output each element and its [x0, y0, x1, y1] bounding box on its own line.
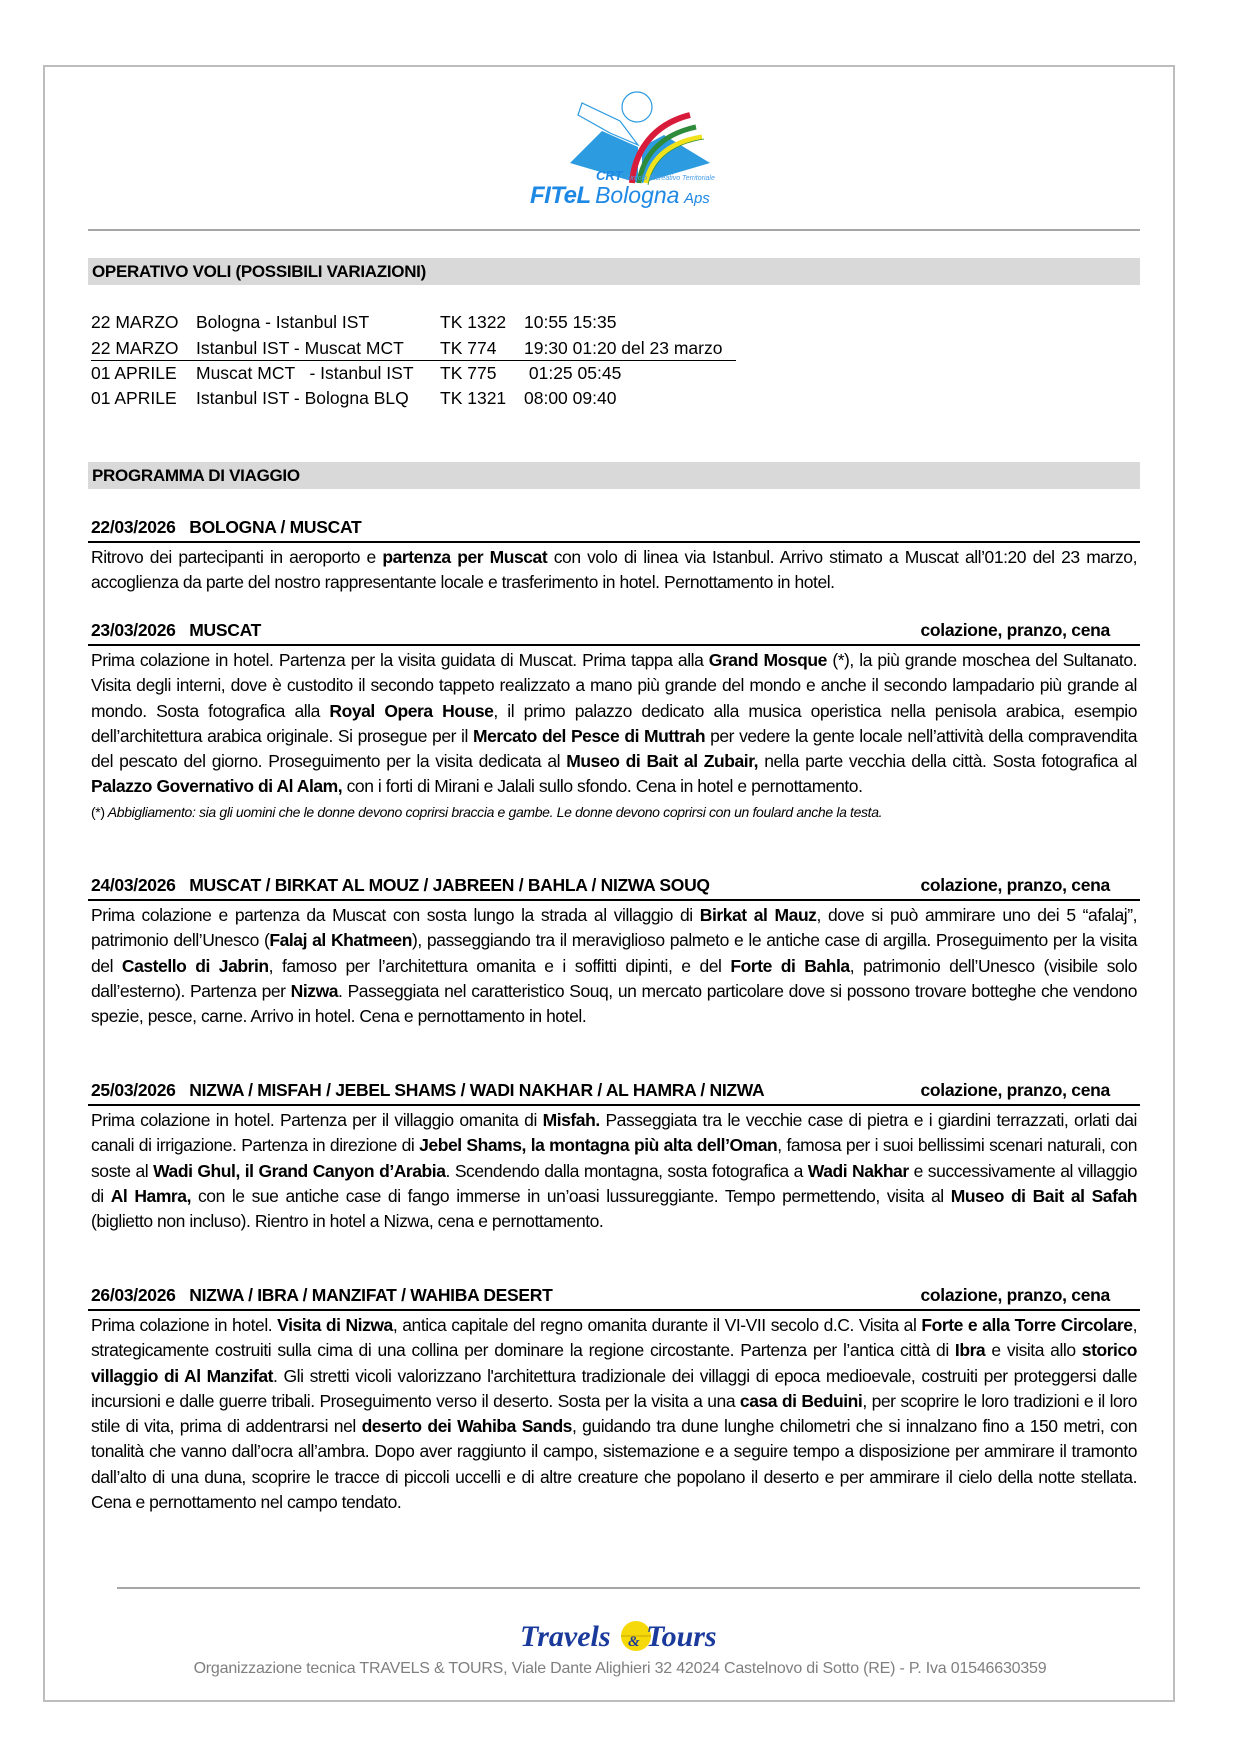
body-text: Prima colazione e partenza da Muscat con sosta lungo la strada al villaggio di	[91, 905, 700, 925]
highlight-text: Jebel Shams, la montagna più alta dell’Oman	[419, 1135, 778, 1156]
day-header	[88, 617, 1140, 646]
note-marker: (*)	[91, 803, 105, 820]
flight-times: 01:25 05:45	[524, 362, 622, 383]
highlight-text: Museo di Bait al Safah	[950, 1185, 1137, 1206]
body-text: , famosa per i suoi bellissimi scenari naturali, con soste al	[91, 1135, 1137, 1181]
day-description	[88, 1311, 1140, 1515]
flight-times: 10:55 15:35	[524, 312, 617, 332]
body-text: nella parte vecchia della città. Sosta fotografica al	[758, 751, 1137, 772]
flight-times: 08:00 09:40	[524, 388, 617, 408]
travels-tours-logo-icon	[520, 1612, 750, 1656]
flight-route: Bologna - Istanbul IST	[196, 312, 370, 332]
highlight-text: Visita di Nizwa	[277, 1315, 393, 1335]
flight-code: TK 1322	[440, 312, 507, 332]
highlight-text: Nizwa	[290, 980, 339, 1001]
body-text: con volo di linea via Istanbul. Arrivo stimato a Muscat all’01:20 del 23 marzo, accoglienza da parte del nostro rappresentante locale e trasferimento in hotel. Pernottamento in hotel.	[91, 547, 1137, 593]
body-text: per vedere la gente locale nell’attività della compravendita del pescato del giorno. Proseguimento per la visita dedicata al	[91, 725, 1137, 772]
body-text: e visita allo	[985, 1340, 1082, 1361]
logo-name: FITeL Bologna Aps	[530, 182, 710, 209]
body-text: . Scendendo dalla montagna, sosta fotografica a	[445, 1160, 808, 1181]
day-header	[88, 872, 1140, 901]
flight-date: 01 APRILE	[91, 388, 177, 408]
body-text: (*), la più grande moschea del Sultanato. Visita degli interni, dove è custodito il secondo tappeto realizzato a mano più grande del mondo e anche il secondo lampadario più grande al mondo. Sosta fotografica alla	[91, 650, 1138, 721]
body-text: con le sue antiche case di fango immerse in un’oasi lussureggiante. Tempo permettendo, visita al	[190, 1185, 951, 1206]
day-description	[88, 1106, 1140, 1234]
highlight-text: Forte di Bahla	[730, 955, 850, 976]
body-text: Prima colazione in hotel. Partenza per il villaggio omanita di	[91, 1110, 543, 1130]
day-place: MUSCAT	[189, 620, 262, 640]
day-place: MUSCAT / BIRKAT AL MOUZ / JABREEN / BAHLA / NIZWA SOUQ	[189, 875, 710, 895]
day-header	[88, 1282, 1140, 1311]
logo-word-tours: Tours	[646, 1620, 717, 1653]
highlight-text: Mercato del Pesce di Muttrah	[472, 725, 706, 746]
flight-date: 22 MARZO	[91, 312, 179, 332]
flights-section-title: OPERATIVO VOLI (POSSIBILI VARIAZIONI)	[88, 258, 1140, 285]
highlight-text: Wadi Nakhar	[807, 1160, 909, 1181]
day-block	[88, 617, 1140, 822]
logo-crt-label: CRT Circolo Ricreativo Territoriale	[596, 168, 715, 183]
highlight-text: Misfah.	[542, 1110, 600, 1130]
highlight-text: deserto dei Wahiba Sands	[361, 1416, 572, 1437]
body-text: , famoso per l’architettura omanita e i soffitti dipinti, e del	[268, 955, 731, 976]
body-text: , strategicamente costruiti sulla cima di una collina per dominare la regione circostante. Partenza per l’antica città di	[91, 1315, 1138, 1361]
day-date: 25/03/2026	[91, 1080, 176, 1100]
body-text: , patrimonio dell’Unesco (visibile solo dall’esterno). Partenza per	[91, 955, 1138, 1001]
day-date: 26/03/2026	[91, 1285, 176, 1305]
body-text: con i forti di Mirani e Jalali sullo sfondo. Cena in hotel e pernottamento.	[342, 776, 863, 797]
footer-organization-text: Organizzazione tecnica TRAVELS & TOURS, Viale Dante Alighieri 32 42024 Castelnovo di Sotto (RE) - P. Iva 01546630359	[193, 1660, 1047, 1677]
day-place: NIZWA / IBRA / MANZIFAT / WAHIBA DESERT	[189, 1285, 553, 1305]
flight-code: TK 774	[440, 337, 497, 358]
logo-word-travels: Travels	[520, 1620, 611, 1653]
body-text: , guidando tra dune lunghe chilometri che si innalzano fino a 150 metri, con tonalità che vanno dall’ocra all’ambra. Dopo aver raggiunto il campo, sistemazione e a seguire tempo a disposizione per ammirare il tramonto dall’alto di una duna, scoprire le tracce di piccoli uccelli e di altre creature che popolano il deserto e per ammirare il cielo della notte stellata. Cena e pernottamento nel campo tendato.	[91, 1416, 1137, 1513]
body-text: , il primo palazzo dedicato alla musica operistica nella penisola arabica, esempio dell’architettura arabica originale. Si prosegue per il	[91, 700, 1137, 746]
flight-row	[91, 361, 736, 387]
highlight-text: Falaj al Khatmeen	[269, 930, 412, 951]
body-text: e successivamente al villaggio di	[91, 1160, 1138, 1206]
body-text: Ritrovo dei partecipanti in aeroporto e	[91, 547, 383, 567]
day-header	[88, 1077, 1140, 1106]
highlight-text: Wadi Ghul, il Grand Canyon d’Arabia	[153, 1160, 446, 1181]
highlight-text: Forte e alla Torre Circolare	[921, 1315, 1133, 1335]
day-date: 24/03/2026	[91, 875, 176, 895]
highlight-text: Ibra	[954, 1340, 986, 1361]
day-date: 22/03/2026	[91, 517, 176, 537]
day-place: BOLOGNA / MUSCAT	[189, 517, 362, 537]
day-meals: colazione, pranzo, cena	[920, 875, 1110, 895]
flight-times: 19:30 01:20 del 23 marzo	[524, 337, 723, 358]
footer-divider	[117, 1587, 1140, 1589]
flight-code: TK 775	[440, 362, 497, 383]
highlight-text: Birkat al Mauz	[699, 905, 817, 925]
dress-code-note	[88, 800, 1140, 822]
program-section-title: PROGRAMMA DI VIAGGIO	[88, 462, 1140, 489]
flight-date: 22 MARZO	[91, 337, 179, 358]
body-text: (biglietto non incluso). Rientro in hotel a Nizwa, cena e pernottamento.	[91, 1211, 604, 1232]
flight-route: Istanbul IST - Bologna BLQ	[196, 388, 409, 408]
day-description	[88, 543, 1140, 596]
flight-route: Istanbul IST - Muscat MCT	[196, 337, 404, 358]
flight-code: TK 1321	[440, 388, 507, 408]
highlight-text: storico villaggio di Al Manzifat	[91, 1340, 1137, 1386]
day-block	[88, 872, 1140, 1029]
day-meals: colazione, pranzo, cena	[920, 1285, 1110, 1305]
body-text: ), passeggiando tra il meraviglioso palmeto e le antiche case di argilla. Proseguimento per la visita del	[91, 930, 1137, 976]
header-divider	[88, 229, 1140, 231]
flight-row	[91, 336, 736, 361]
logo-ampersand: &	[628, 1634, 640, 1650]
body-text: , dove si può ammirare uno dei 5 “afalaj”, patrimonio dell’Unesco (	[91, 905, 1137, 951]
day-block	[88, 1282, 1140, 1515]
highlight-text: casa di Beduini	[739, 1390, 863, 1411]
day-header	[88, 514, 1140, 543]
day-meals: colazione, pranzo, cena	[920, 620, 1110, 640]
body-text: , per scoprire le loro tradizioni e il loro stile di vita, prima di addentrarsi nel	[91, 1390, 1137, 1437]
highlight-text: Grand Mosque	[708, 650, 827, 670]
body-text: Prima colazione in hotel.	[91, 1315, 278, 1335]
flight-date: 01 APRILE	[91, 362, 177, 383]
highlight-text: partenza per Muscat	[382, 547, 548, 567]
body-text: Passeggiata tra le vecchie case di pietra e i giardini terrazzati, orlati dai canali di irrigazione. Partenza in direzione di	[91, 1110, 1137, 1156]
flight-route: Muscat MCT - Istanbul IST	[196, 362, 414, 383]
body-text: . Gli stretti vicoli valorizzano l'architettura tradizionale dei villaggi di epoca medioevale, costruiti per proteggersi dalle incursioni e dalle guerre tribali. Proseguimento verso il deserto. Sosta per la visita a una	[91, 1365, 1137, 1411]
highlight-text: Al Hamra,	[110, 1185, 191, 1206]
note-text: Abbigliamento: sia gli uomini che le donne devono coprirsi braccia e gambe. Le donne devono coprirsi con un foulard anche la testa.	[107, 803, 883, 820]
day-date: 23/03/2026	[91, 620, 176, 640]
day-meals: colazione, pranzo, cena	[920, 1080, 1110, 1100]
flights-list	[91, 310, 736, 412]
day-block	[88, 514, 1140, 596]
highlight-text: Museo di Bait al Zubair,	[566, 751, 759, 772]
day-place: NIZWA / MISFAH / JEBEL SHAMS / WADI NAKHAR / AL HAMRA / NIZWA	[189, 1080, 765, 1100]
day-block	[88, 1077, 1140, 1234]
highlight-text: Royal Opera House	[329, 700, 494, 721]
flight-row	[91, 310, 736, 336]
body-text: . Passeggiata nel caratteristico Souq, un mercato particolare dove si possono trovare botteghe che vendono spezie, pesce, carne. Arrivo in hotel. Cena e pernottamento in hotel.	[91, 980, 1137, 1027]
day-description	[88, 901, 1140, 1029]
day-description	[88, 646, 1140, 800]
body-text: , antica capitale del regno omanita durante il VI-VII secolo d.C. Visita al	[392, 1315, 922, 1335]
highlight-text: Castello di Jabrin	[121, 955, 269, 976]
flight-row	[91, 386, 736, 412]
body-text: Prima colazione in hotel. Partenza per la visita guidata di Muscat. Prima tappa alla	[91, 650, 709, 670]
highlight-text: Palazzo Governativo di Al Alam,	[91, 776, 343, 797]
